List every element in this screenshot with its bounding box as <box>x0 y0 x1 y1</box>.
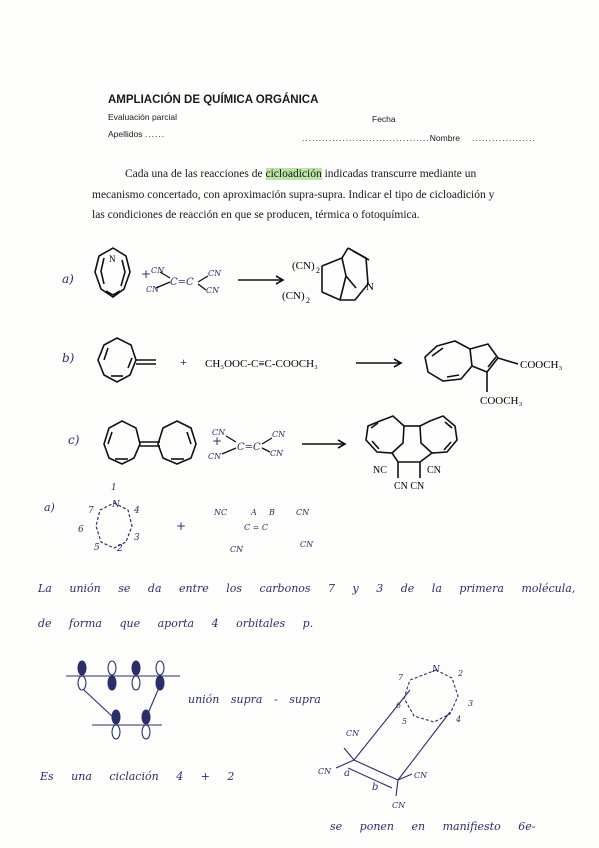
page-title: AMPLIACIÓN DE QUÍMICA ORGÁNICA <box>108 94 319 106</box>
answer-azepine-labels <box>44 483 140 554</box>
svg-text:3: 3 <box>468 699 474 708</box>
reaction-b-heptafulvene <box>98 338 156 382</box>
reaction-a-product-labels <box>282 260 374 305</box>
reaction-c-heptafulvalene <box>104 421 196 464</box>
svg-text:7: 7 <box>398 673 404 682</box>
svg-text:B: B <box>269 508 275 517</box>
answer-alkene <box>213 508 314 554</box>
reaction-c-label: c) <box>68 433 80 447</box>
svg-text:6: 6 <box>396 701 402 710</box>
svg-text:(CN): (CN) <box>292 260 315 272</box>
svg-text:6: 6 <box>78 525 84 535</box>
subtitle: Evaluación parcial <box>108 112 177 122</box>
svg-text:4: 4 <box>456 715 462 724</box>
svg-text:N: N <box>366 281 374 293</box>
svg-text:1: 1 <box>111 483 117 493</box>
answer-line-1: La unión se da entre los carbonos 7 y 3 de la primera molécula, <box>38 582 576 595</box>
highlight-cicloadicion: cicloadición <box>265 168 322 180</box>
reaction-a-tcne <box>141 266 222 295</box>
svg-text:CN: CN <box>151 266 165 275</box>
svg-text:(CN): (CN) <box>282 290 305 302</box>
svg-text:CN: CN <box>146 285 160 294</box>
svg-text:3: 3 <box>134 533 140 543</box>
svg-text:C=C: C=C <box>170 277 194 288</box>
svg-text:CN: CN <box>392 801 406 810</box>
orbital-caption: unión supra - supra <box>188 693 321 706</box>
svg-text:N: N <box>432 665 440 675</box>
reaction-b-plus: + <box>180 355 187 369</box>
svg-text:N: N <box>112 500 120 510</box>
svg-text:NC: NC <box>214 508 228 517</box>
reaction-b-arrow <box>356 359 401 367</box>
svg-text:2: 2 <box>117 544 123 554</box>
reaction-b-label: b) <box>62 351 75 365</box>
svg-text:CN: CN <box>346 729 360 738</box>
svg-text:+: + <box>141 267 152 281</box>
svg-text:b: b <box>372 782 379 793</box>
answer-line-4: se ponen en manifiesto 6e- <box>330 820 536 833</box>
answer-line-2: de forma que aporta 4 orbitales p. <box>38 617 314 630</box>
reaction-b-product <box>425 341 518 392</box>
svg-text:CN: CN <box>212 428 226 437</box>
svg-text:CN: CN <box>296 508 310 517</box>
svg-text:2: 2 <box>316 266 320 275</box>
svg-text:C = C: C = C <box>244 523 269 532</box>
svg-text:CN: CN <box>206 286 220 295</box>
answer-line-3: Es una ciclación 4 + 2 <box>40 770 235 783</box>
intro-line-3: las condiciones de reacción en que se producen, térmica o fotoquímica. <box>92 209 420 221</box>
svg-text:C=C: C=C <box>237 442 261 453</box>
nombre-line: ......................................Nombre ................... <box>302 133 536 143</box>
svg-text:CN: CN <box>230 545 244 554</box>
reaction-c-product-labels <box>373 465 441 492</box>
svg-text:CN: CN <box>270 449 284 458</box>
svg-text:CN: CN <box>427 465 441 476</box>
reaction-b-reagent: CH₃OOC-C≡C-COOCH₃ <box>205 358 318 370</box>
fecha-label: Fecha <box>372 114 396 124</box>
svg-text:CN: CN <box>272 430 286 439</box>
reaction-b-product-sub1: COOCH₃ <box>520 359 563 371</box>
reaction-a-n-atom: N <box>109 254 116 264</box>
transition-state-labels <box>318 665 473 810</box>
svg-text:a): a) <box>44 501 55 514</box>
svg-text:2: 2 <box>458 669 464 678</box>
svg-text:+: + <box>212 434 223 448</box>
svg-text:CN: CN <box>318 767 332 776</box>
svg-text:7: 7 <box>88 506 94 516</box>
svg-text:NC: NC <box>373 465 387 476</box>
orbital-sketch <box>66 661 180 739</box>
svg-text:5: 5 <box>402 717 408 726</box>
svg-text:4: 4 <box>134 506 140 516</box>
reaction-a-label: a) <box>62 272 74 286</box>
svg-text:CN: CN <box>300 540 314 549</box>
svg-text:2: 2 <box>306 296 310 305</box>
svg-text:CN: CN <box>414 771 428 780</box>
intro-line-2: mecanismo concertado, con aproximación supra-supra. Indicar el tipo de cicloadición y <box>92 189 495 201</box>
svg-text:A: A <box>251 508 257 517</box>
svg-text:CN: CN <box>208 269 222 278</box>
reaction-c-arrow <box>302 440 345 448</box>
reaction-a-product <box>322 248 369 300</box>
answer-plus: + <box>176 519 187 533</box>
reaction-c-tcne <box>208 428 286 461</box>
svg-text:CN: CN <box>208 452 222 461</box>
svg-text:CN CN: CN CN <box>394 481 425 492</box>
apellidos-label: Apellidos ...... <box>108 129 166 139</box>
intro-line-1: Cada una de las reacciones de cicloadición indicadas transcurre mediante un <box>125 168 477 180</box>
svg-text:a: a <box>344 768 350 779</box>
reaction-b-product-sub2: COOCH₃ <box>480 395 523 407</box>
reaction-a-arrow <box>238 276 283 284</box>
svg-text:5: 5 <box>94 543 100 553</box>
